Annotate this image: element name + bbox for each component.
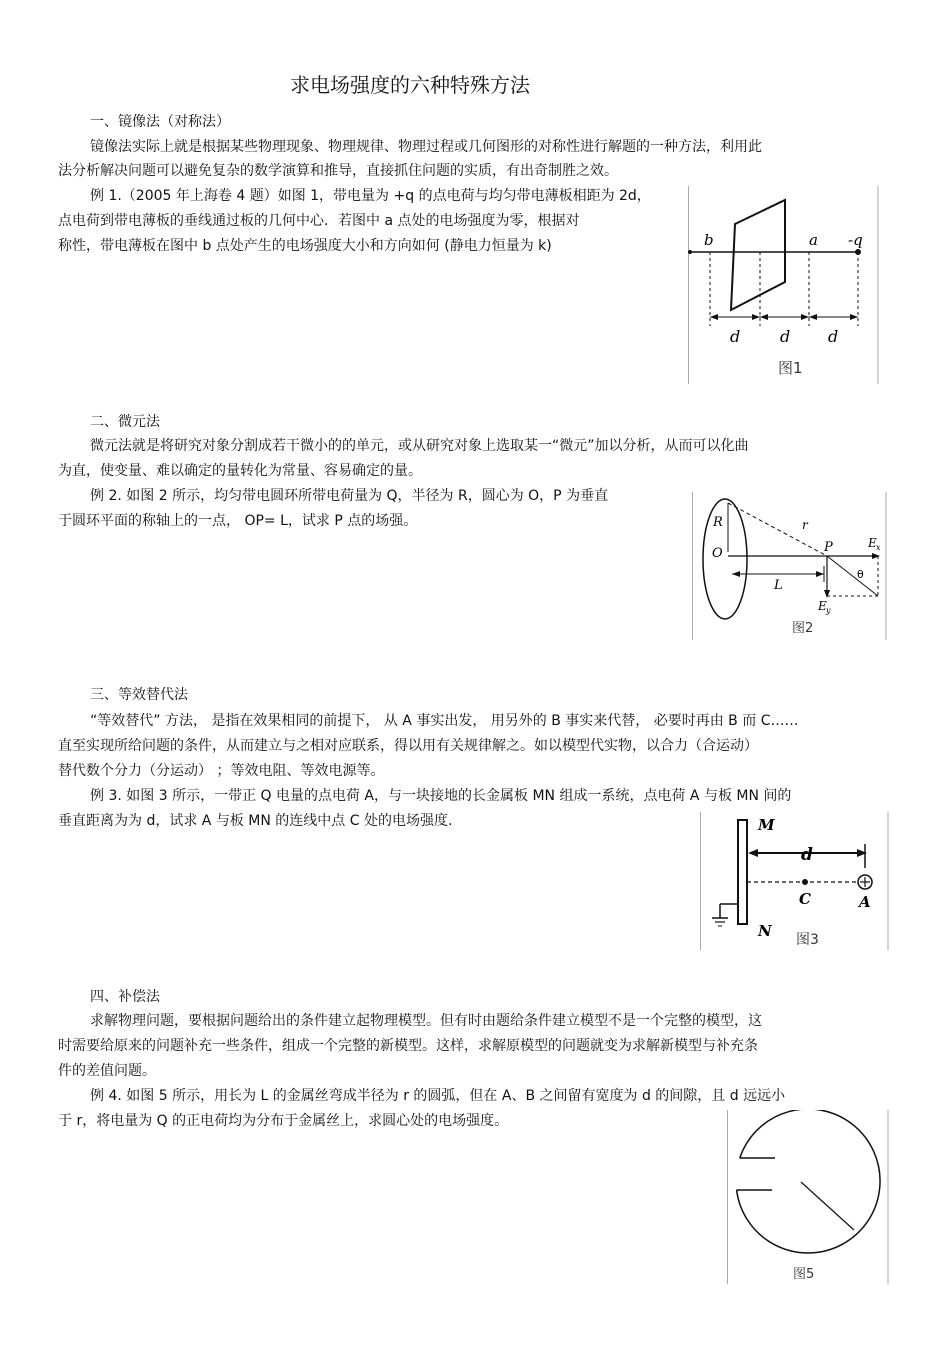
figure-2: [692, 492, 888, 642]
label-R: R: [713, 515, 723, 530]
label-Ey-subscript: y: [826, 606, 831, 615]
example-line: 例 3. 如图 3 所示，一带正 Q 电量的点电荷 A，与一块接地的长金属板 MN 组成一系统，点电荷 A 与板 MN 间的: [90, 788, 792, 804]
label-Ey: E: [818, 599, 827, 613]
label-b: b: [704, 231, 714, 249]
label-C: C: [799, 890, 811, 908]
example-line: 于圆环平面的称轴上的一点， OP= L，试求 P 点的场强。: [58, 513, 418, 529]
paragraph-line: 法分析解决问题可以避免复杂的数学演算和推导，直接抓住问题的实质，有出奇制胜之效。: [58, 163, 618, 179]
label-M: M: [758, 816, 775, 834]
section-heading-2: 二、微元法: [90, 414, 160, 430]
section-heading-1: 一、镜像法（对称法）: [90, 114, 230, 130]
paragraph-line: 直至实现所给问题的条件，从而建立与之相对应联系，得以用有关规律解之。如以模型代实物，以合力（合运动）: [58, 738, 758, 754]
figure-3: [700, 812, 890, 952]
figure-5: [727, 1110, 890, 1286]
label-N: N: [758, 922, 772, 940]
example-line: 点电荷到带电薄板的垂线通过板的几何中心．若图中 a 点处的电场强度为零，根据对: [58, 213, 580, 229]
section-heading-3: 三、等效替代法: [90, 687, 188, 703]
example-line: 于 r，将电量为 Q 的正电荷均为分布于金属丝上，求圆心处的电场强度。: [58, 1113, 509, 1129]
label-d: d: [730, 327, 741, 346]
label-q: -q: [848, 231, 863, 249]
section-heading-4: 四、补偿法: [90, 989, 160, 1005]
figure-1: [688, 186, 880, 386]
figure-caption: 图1: [778, 359, 803, 377]
label-A: A: [859, 893, 871, 911]
paragraph-line: 时需要给原来的问题补充一些条件，组成一个完整的新模型。这样，求解原模型的问题就变为求解新模型与补充条: [58, 1038, 758, 1054]
example-line: 垂直距离为为 d，试求 A 与板 MN 的连线中点 C 处的电场强度.: [58, 813, 453, 829]
paragraph-line: 微元法就是将研究对象分割成若干微小的的单元，或从研究对象上选取某一“微元”加以分析，从而可以化曲: [90, 438, 749, 454]
page-title: 求电场强度的六种特殊方法: [290, 73, 530, 97]
label-L: L: [774, 578, 783, 593]
label-d: d: [801, 845, 813, 865]
example-line: 例 4. 如图 5 所示，用长为 L 的金属丝弯成半径为 r 的圆弧，但在 A、B 之间留有宽度为 d 的间隙，且 d 远远小: [90, 1088, 786, 1104]
label-theta: θ: [857, 568, 864, 581]
label-Ex-subscript: x: [876, 543, 881, 552]
figure-caption: 图3: [796, 932, 819, 948]
example-line: 例 1.（2005 年上海卷 4 题）如图 1，带电量为 +q 的点电荷与均匀带电薄板相距为 2d，: [90, 188, 651, 204]
paragraph-line: “等效替代” 方法， 是指在效果相同的前提下， 从 A 事实出发， 用另外的 B 事实来代替， 必要时再由 B 而 C……: [90, 713, 799, 729]
label-d: d: [828, 327, 839, 346]
paragraph-line: 件的差值问题。: [58, 1063, 156, 1079]
paragraph-line: 求解物理问题，要根据问题给出的条件建立起物理模型。但有时由题给条件建立模型不是一个完整的模型，这: [90, 1013, 762, 1029]
label-d: d: [780, 327, 791, 346]
figure-caption: 图5: [793, 1267, 815, 1282]
paragraph-line: 替代数个分力（分运动） ；等效电阻、等效电源等。: [58, 763, 385, 779]
example-line: 称性，带电薄板在图中 b 点处产生的电场强度大小和方向如何 (静电力恒量为 k): [58, 238, 552, 254]
label-a: a: [809, 231, 818, 249]
label-P: P: [824, 540, 833, 555]
label-Ex: E: [868, 536, 877, 550]
example-line: 例 2. 如图 2 所示，均匀带电圆环所带电荷量为 Q，半径为 R，圆心为 O，P 为垂直: [90, 488, 609, 504]
label-r: r: [802, 518, 808, 532]
figure-caption: 图2: [792, 621, 814, 636]
label-O: O: [712, 546, 723, 561]
paragraph-line: 镜像法实际上就是根据某些物理现象、物理规律、物理过程或几何图形的对称性进行解题的一种方法，利用此: [90, 139, 762, 155]
paragraph-line: 为直，使变量、难以确定的量转化为常量、容易确定的量。: [58, 463, 422, 479]
